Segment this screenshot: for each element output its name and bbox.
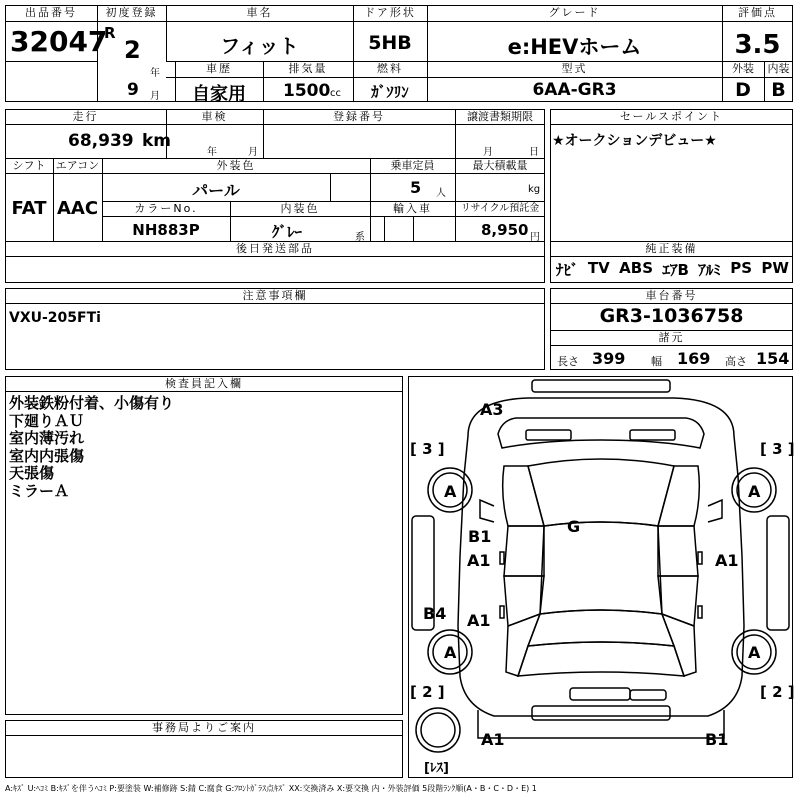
grade-label: グレード — [548, 6, 601, 19]
damage-mark-a1-left-upper: A1 — [467, 551, 491, 570]
history: 自家用 — [192, 84, 246, 105]
spare-tire-label: [ﾚｽ] — [424, 761, 449, 776]
color-number-label: カラーNo. — [134, 202, 198, 215]
ac-label: エアコン — [55, 159, 100, 172]
car-name: フィット — [220, 34, 299, 58]
year-unit: 年 — [150, 68, 160, 79]
model: 6AA-GR3 — [532, 80, 617, 100]
equipment-item: TV — [587, 259, 610, 277]
damage-mark-a1-bottom: A1 — [481, 730, 505, 749]
score-label: 評価点 — [738, 6, 777, 19]
inspector-line: 室内薄汚れ — [9, 429, 85, 447]
displacement: 1500 — [283, 81, 331, 101]
inspection-month-unit: 月 — [248, 147, 258, 158]
lot-number: 32047 — [10, 25, 108, 58]
inspection-label: 車検 — [201, 110, 228, 123]
inspector-label: 検査員記入欄 — [165, 377, 243, 390]
ac: AAC — [56, 198, 99, 219]
damage-mark-b1-bottom: B1 — [705, 730, 729, 749]
displacement-unit: cc — [330, 88, 341, 99]
registration-number-label: 登録番号 — [333, 110, 385, 123]
width-label: 幅 — [651, 355, 662, 368]
length: 399 — [592, 349, 626, 368]
capacity: 5 — [410, 178, 422, 197]
damage-mark-bracket-top-left: [ 3 ] — [410, 440, 445, 458]
damage-legend: A:ｷｽﾞ U:ﾍｺﾐ B:ｷｽﾞを伴うﾍｺﾐ P:要塗装 W:補修跡 S:錆 C:腐食 G:ﾌﾛﾝﾄｶﾞﾗｽ点ｷｽﾞ XX:交換済み X:要交換 内・外装評価 5段階ﾗﾝｸ順(A・B・C・D・E) 1 — [5, 784, 537, 793]
damage-mark-b4: B4 — [423, 604, 447, 623]
grade: e:HEVホーム — [507, 35, 642, 59]
door-label: ドア形状 — [364, 6, 416, 19]
mileage-unit: km — [142, 131, 172, 151]
transfer-day-unit: 日 — [529, 147, 539, 158]
height-label: 高さ — [725, 355, 747, 368]
month-unit: 月 — [150, 91, 160, 102]
specs-label: 諸元 — [658, 331, 685, 344]
damage-mark-g: G — [567, 517, 581, 536]
mileage: 68,939 — [68, 131, 134, 151]
equipment-item: ｴｱB — [662, 261, 689, 279]
damage-mark-tire-rear-left: A — [444, 643, 457, 662]
inspector-notes — [9, 395, 174, 500]
inspection-year-unit: 年 — [207, 147, 217, 158]
damage-mark-bracket-bottom-right: [ 2 ] — [760, 683, 795, 701]
displacement-label: 排気量 — [288, 62, 328, 75]
sales-point-text: ★オークションデビュー★ — [552, 133, 717, 149]
shift-label: シフト — [12, 159, 46, 172]
color-label: 外装色 — [216, 159, 256, 172]
notes-label: 注意事項欄 — [242, 289, 308, 302]
capacity-label: 乗車定員 — [390, 159, 435, 172]
capacity-unit: 人 — [436, 188, 446, 199]
interior-grade: B — [771, 79, 786, 101]
height: 154 — [756, 349, 790, 368]
lot-number-label: 出品番号 — [25, 6, 77, 19]
inspector-line: 室内内張傷 — [9, 446, 85, 465]
equipment-item: ｱﾙﾐ — [698, 261, 721, 279]
recycle-fee: 8,950 — [481, 221, 529, 239]
interior-color-label: 内装色 — [280, 202, 320, 215]
transfer-month-unit: 月 — [483, 147, 493, 158]
equipment-item: PS — [730, 259, 752, 277]
equipment-item: PW — [761, 259, 789, 277]
damage-mark-b1-left: B1 — [468, 527, 492, 546]
damage-mark-tire-rear-right: A — [748, 643, 761, 662]
max-load-label: 最大積載量 — [472, 159, 528, 172]
equipment-list — [556, 259, 793, 281]
notes-text: VXU-205FTi — [9, 310, 101, 326]
first-registration-label: 初度登録 — [105, 6, 158, 19]
interior-color: ｸﾞﾚｰ — [272, 223, 303, 241]
damage-mark-bracket-top-right: [ 3 ] — [760, 440, 795, 458]
inspector-line: ミラーＡ — [9, 481, 70, 500]
max-load-unit: kg — [528, 184, 541, 195]
damage-mark-a1-right: A1 — [715, 551, 739, 570]
exterior-grade: D — [735, 79, 751, 101]
score: 3.5 — [734, 30, 781, 60]
exterior-label: 外装 — [732, 62, 754, 75]
era: R — [104, 24, 116, 42]
inspector-line: 外装鉄粉付着、小傷有り — [9, 394, 175, 412]
color: パール — [192, 181, 240, 200]
history-label: 車歴 — [206, 62, 232, 75]
car-outline-diagram — [408, 376, 793, 778]
recycle-unit: 円 — [530, 232, 540, 243]
chassis-label: 車台番号 — [645, 289, 698, 302]
mileage-label: 走行 — [72, 110, 99, 123]
transfer-deadline-label: 譲渡書類期限 — [467, 110, 533, 123]
registration-year: 2 — [124, 36, 141, 64]
sales-point-label: セールスポイント — [619, 110, 723, 123]
interior-color-suffix: 系 — [355, 232, 365, 243]
damage-mark-a3: A3 — [480, 400, 504, 419]
inspector-line: 下廻りＡＵ — [9, 411, 85, 430]
damage-mark-tire-front-left: A — [444, 482, 457, 501]
car-name-label: 車名 — [246, 6, 273, 19]
fuel: ｶﾞｿﾘﾝ — [371, 83, 409, 101]
import-label: 輸入車 — [393, 202, 432, 215]
damage-mark-bracket-bottom-left: [ 2 ] — [410, 683, 445, 701]
interior-label: 内装 — [767, 62, 790, 75]
inspector-line: 天張傷 — [9, 464, 55, 482]
registration-month: 9 — [127, 80, 139, 100]
equipment-item: ABS — [619, 259, 654, 277]
later-parts-label: 後日発送部品 — [236, 242, 314, 255]
model-label: 型式 — [561, 62, 588, 75]
width: 169 — [677, 349, 711, 368]
damage-mark-tire-front-right: A — [748, 482, 761, 501]
color-number: NH883P — [132, 221, 200, 239]
door-type: 5HB — [368, 32, 412, 54]
chassis-number: GR3-1036758 — [599, 305, 744, 327]
equipment-label: 純正装備 — [645, 242, 698, 255]
length-label: 長さ — [557, 355, 579, 368]
equipment-item: ﾅﾋﾞ — [556, 261, 579, 279]
office-label: 事務局よりご案内 — [152, 721, 256, 734]
fuel-label: 燃料 — [377, 62, 403, 75]
recycle-label: リサイクル預託金 — [460, 203, 540, 214]
shift: FAT — [11, 198, 47, 219]
damage-mark-a1-left-lower: A1 — [467, 611, 491, 630]
